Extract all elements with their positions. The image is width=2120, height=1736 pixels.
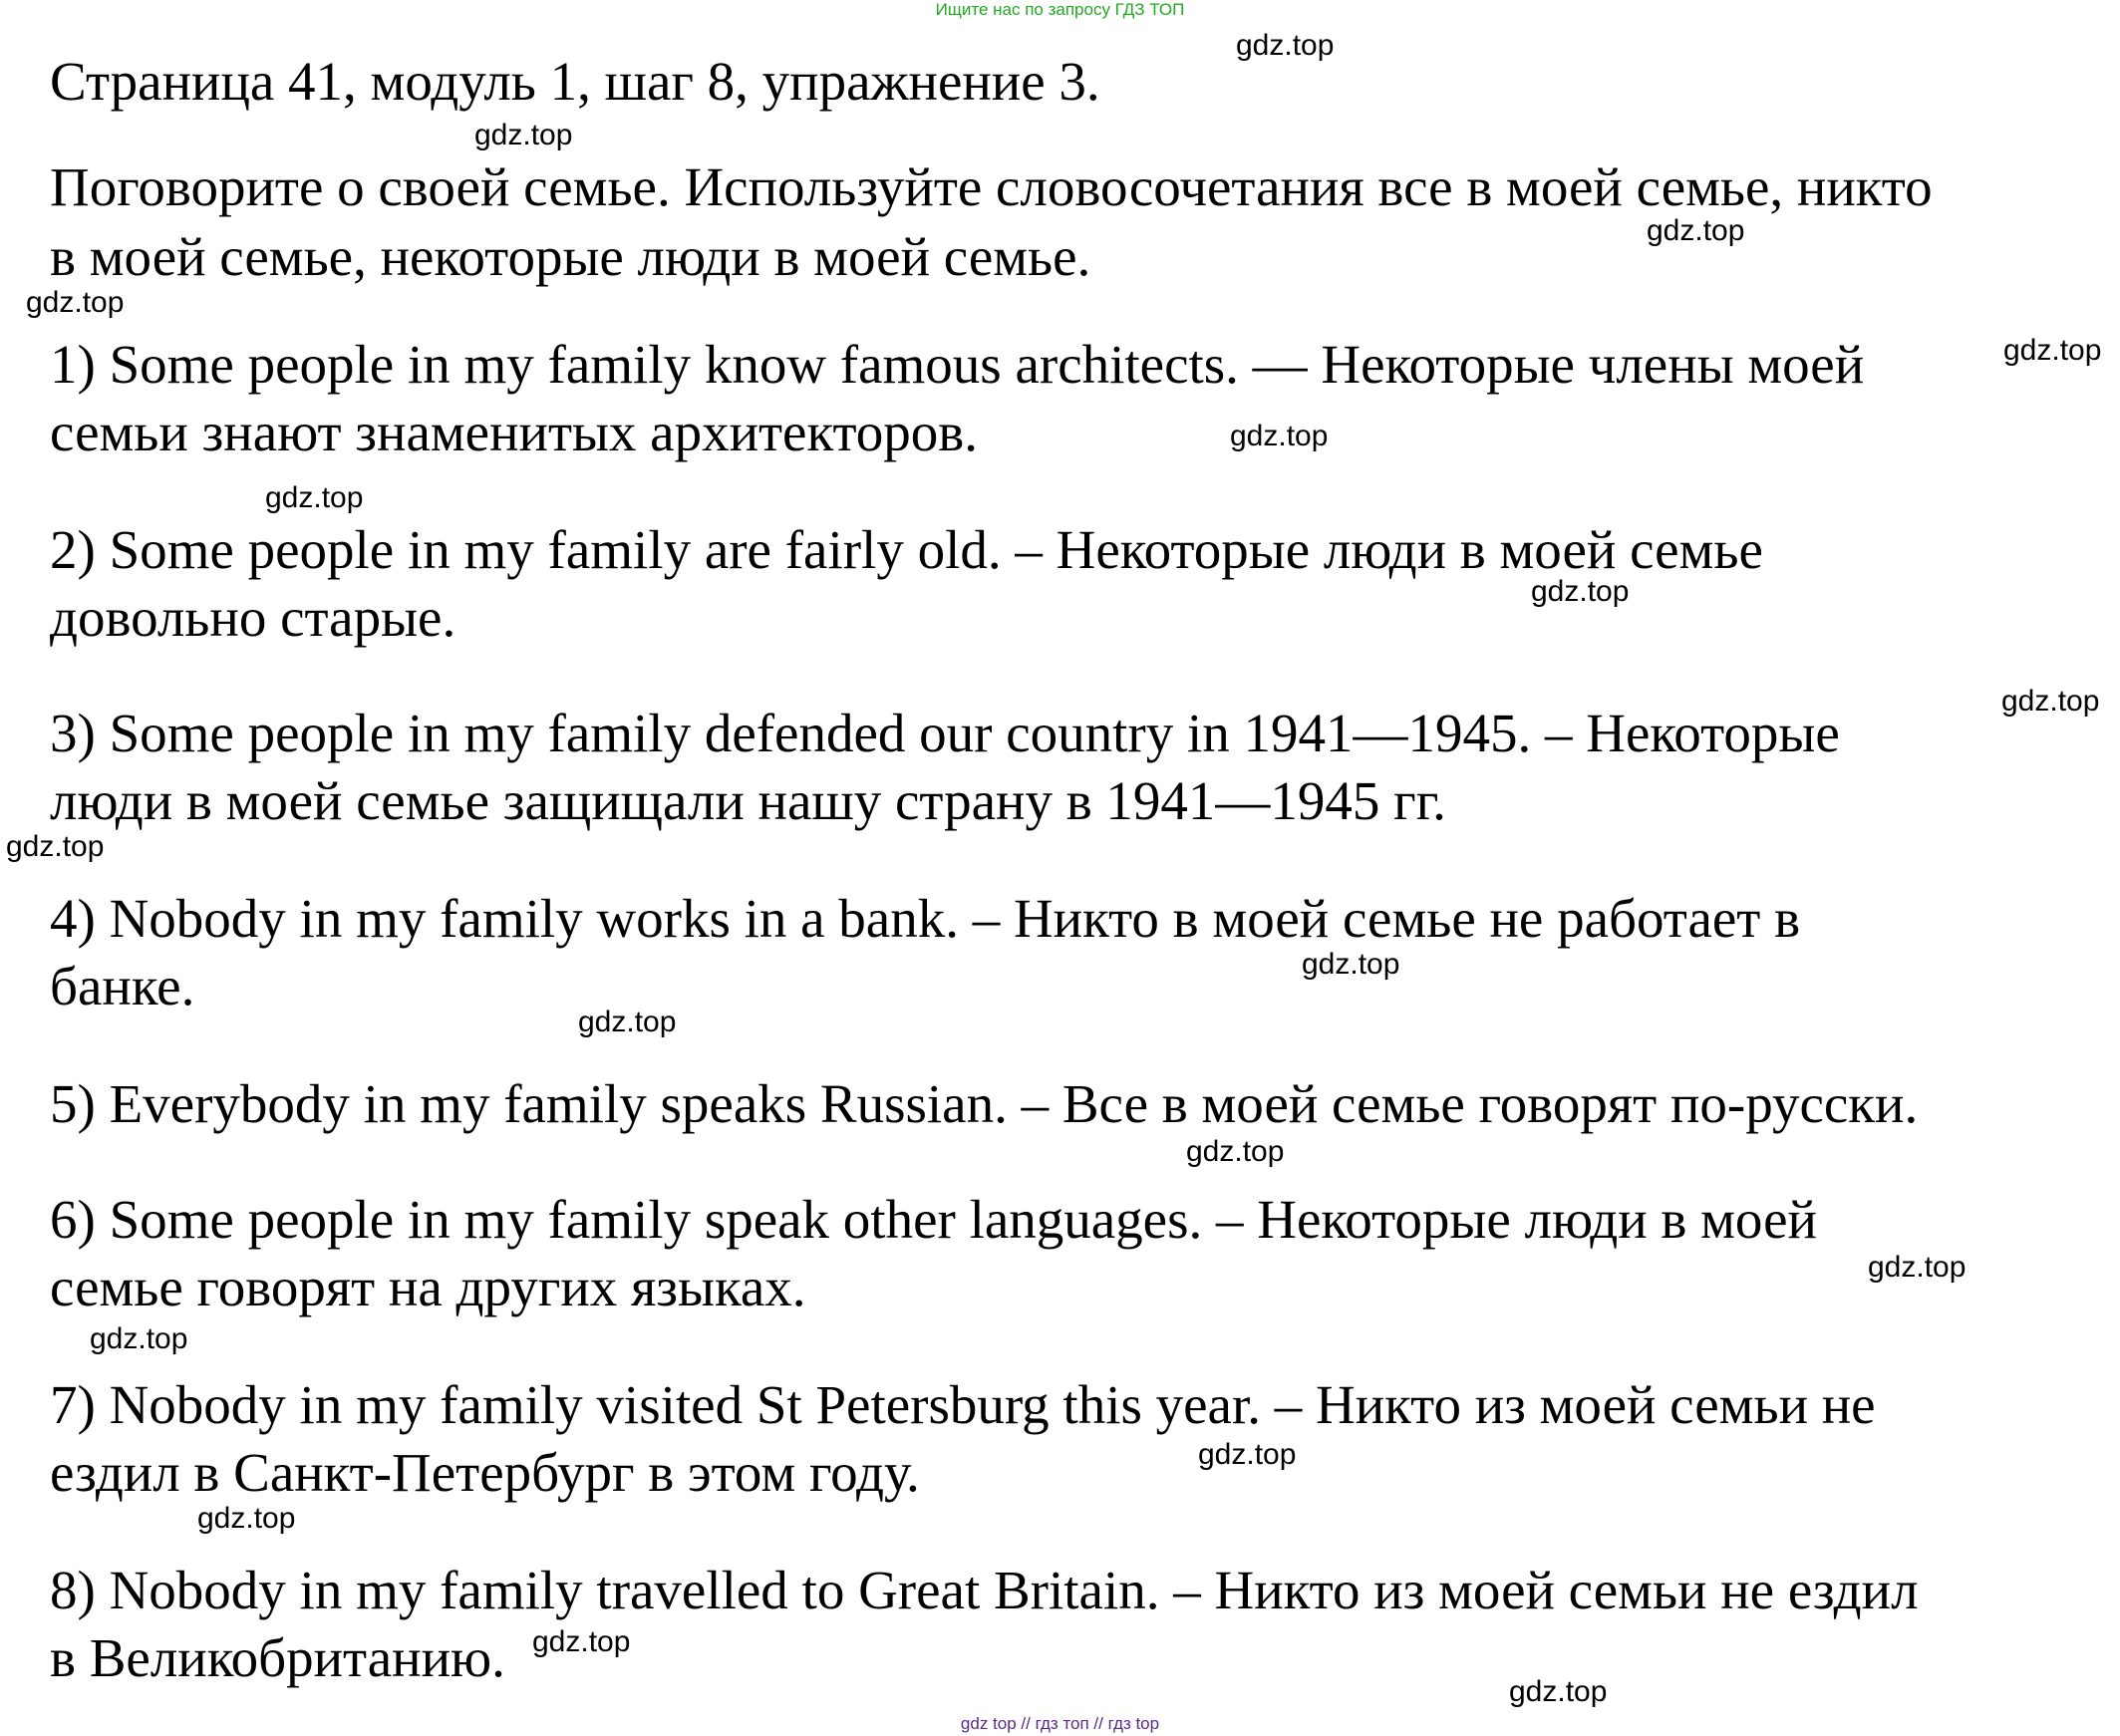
answer-2-line-2: довольно старые. [50, 587, 456, 648]
bottom-banner: gdz top // гдз топ // гдз top [960, 1714, 1160, 1733]
watermark: gdz.top [2001, 685, 2100, 718]
top-banner: Ищите нас по запросу ГДЗ ТОП [935, 0, 1185, 19]
answer-1-line-2: семьи знают знаменитых архитекторов. [50, 402, 978, 462]
watermark: gdz.top [1198, 1438, 1297, 1471]
watermark: gdz.top [2003, 334, 2102, 367]
watermark: gdz.top [197, 1502, 296, 1535]
watermark: gdz.top [90, 1322, 188, 1355]
answer-4-line-1: 4) Nobody in my family works in a bank. – Никто в моей семье не работает в [50, 888, 1801, 949]
answer-1-line-1: 1) Some people in my family know famous architects. — Некоторые члены моей [50, 334, 1865, 395]
watermark: gdz.top [1647, 214, 1745, 247]
answer-8-line-1: 8) Nobody in my family travelled to Great Britain. – Никто из моей семьи не ездил [50, 1560, 1919, 1620]
watermark: gdz.top [1509, 1675, 1608, 1708]
task-line-2: в моей семье, некоторые люди в моей семье. [50, 226, 1091, 287]
watermark: gdz.top [532, 1625, 631, 1658]
watermark: gdz.top [1236, 29, 1335, 62]
answer-7-line-1: 7) Nobody in my family visited St Petersburg this year. – Никто из моей семьи не [50, 1374, 1876, 1435]
answer-3-line-1: 3) Some people in my family defended our country in 1941—1945. – Некоторые [50, 703, 1840, 763]
answer-6-line-2: семье говорят на других языках. [50, 1257, 806, 1317]
task-line-1: Поговорите о своей семье. Используйте словосочетания все в моей семье, никто [50, 156, 1933, 217]
answer-6-line-1: 6) Some people in my family speak other languages. – Некоторые люди в моей [50, 1189, 1817, 1250]
watermark: gdz.top [578, 1006, 677, 1038]
answer-8-line-2: в Великобританию. [50, 1627, 505, 1688]
answer-4-line-2: банке. [50, 956, 195, 1016]
watermark: gdz.top [265, 481, 364, 514]
answer-3-line-2: люди в моей семье защищали нашу страну в 1941—1945 гг. [50, 770, 1446, 831]
watermark: gdz.top [1302, 948, 1400, 981]
watermark: gdz.top [474, 119, 573, 151]
watermark: gdz.top [1531, 575, 1630, 608]
watermark: gdz.top [1868, 1251, 1967, 1284]
heading: Страница 41, модуль 1, шаг 8, упражнение 3. [50, 51, 1100, 112]
watermark: gdz.top [26, 286, 125, 319]
watermark: gdz.top [1186, 1135, 1285, 1168]
answer-5-line-1: 5) Everybody in my family speaks Russian. – Все в моей семье говорят по-русски. [50, 1073, 1919, 1134]
answer-7-line-2: ездил в Санкт-Петербург в этом году. [50, 1442, 920, 1503]
watermark: gdz.top [6, 830, 105, 863]
answer-2-line-1: 2) Some people in my family are fairly old. – Некоторые люди в моей семье [50, 519, 1763, 580]
watermark: gdz.top [1230, 420, 1329, 452]
